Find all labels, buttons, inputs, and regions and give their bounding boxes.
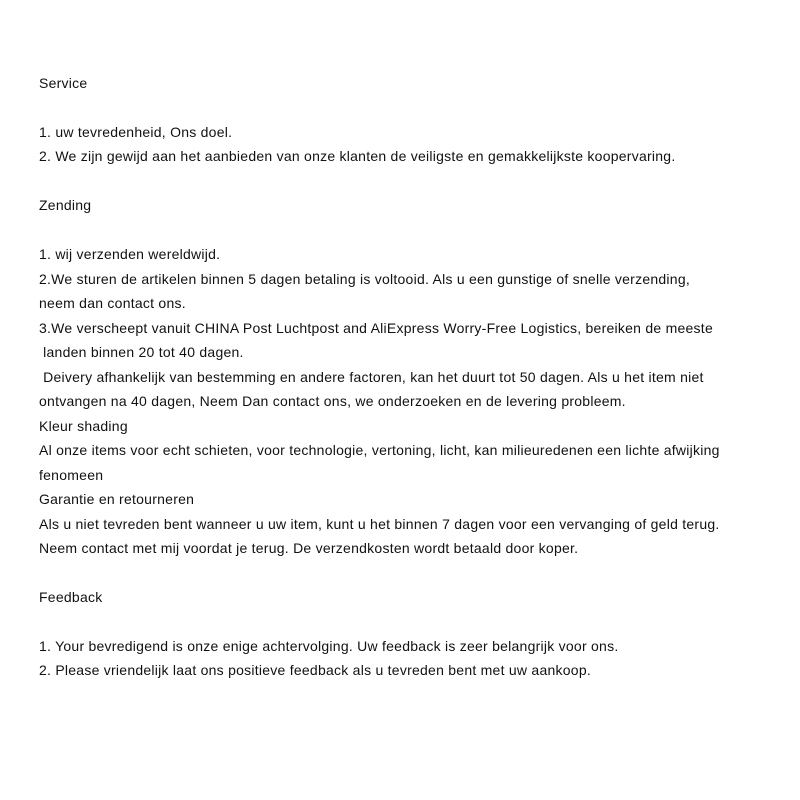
- feedback-item-2: 2. Please vriendelijk laat ons positieve feedback als u tevreden bent met uw aankoop.: [39, 662, 592, 678]
- shipping-line-4: 3.We verscheept vanuit CHINA Post Luchtpost and AliExpress Worry-Free Logistics, bereiken de meeste: [39, 320, 713, 336]
- shipping-line-1: 1. wij verzenden wereldwijd.: [39, 246, 221, 262]
- color-heading: Kleur shading: [39, 418, 128, 434]
- shipping-line-3: neem dan contact ons.: [39, 295, 186, 311]
- shipping-line-2: 2.We sturen de artikelen binnen 5 dagen betaling is voltooid. Als u een gunstige of snelle verzending,: [39, 271, 690, 287]
- warranty-heading: Garantie en retourneren: [39, 491, 195, 507]
- shipping-line-6: Deivery afhankelijk van bestemming en andere factoren, kan het duurt tot 50 dagen. Als u het item niet: [39, 369, 704, 385]
- feedback-heading: Feedback: [39, 589, 103, 605]
- shipping-line-7: ontvangen na 40 dagen, Neem Dan contact ons, we onderzoeken en de levering probleem.: [39, 393, 626, 409]
- service-item-2: 2. We zijn gewijd aan het aanbieden van onze klanten de veiligste en gemakkelijkste koopervaring.: [39, 148, 676, 164]
- feedback-item-1: 1. Your bevredigend is onze enige achtervolging. Uw feedback is zeer belangrijk voor ons.: [39, 638, 619, 654]
- color-line-2: fenomeen: [39, 467, 104, 483]
- warranty-line-2: Neem contact met mij voordat je terug. De verzendkosten wordt betaald door koper.: [39, 540, 579, 556]
- warranty-line-1: Als u niet tevreden bent wanneer u uw item, kunt u het binnen 7 dagen voor een vervanging of geld terug.: [39, 516, 720, 532]
- shipping-heading: Zending: [39, 197, 92, 213]
- service-heading: Service: [39, 75, 88, 91]
- shipping-line-5: landen binnen 20 tot 40 dagen.: [39, 344, 244, 360]
- color-line-1: Al onze items voor echt schieten, voor technologie, vertoning, licht, kan milieuredenen een lichte afwijking: [39, 442, 720, 458]
- service-item-1: 1. uw tevredenheid, Ons doel.: [39, 124, 233, 140]
